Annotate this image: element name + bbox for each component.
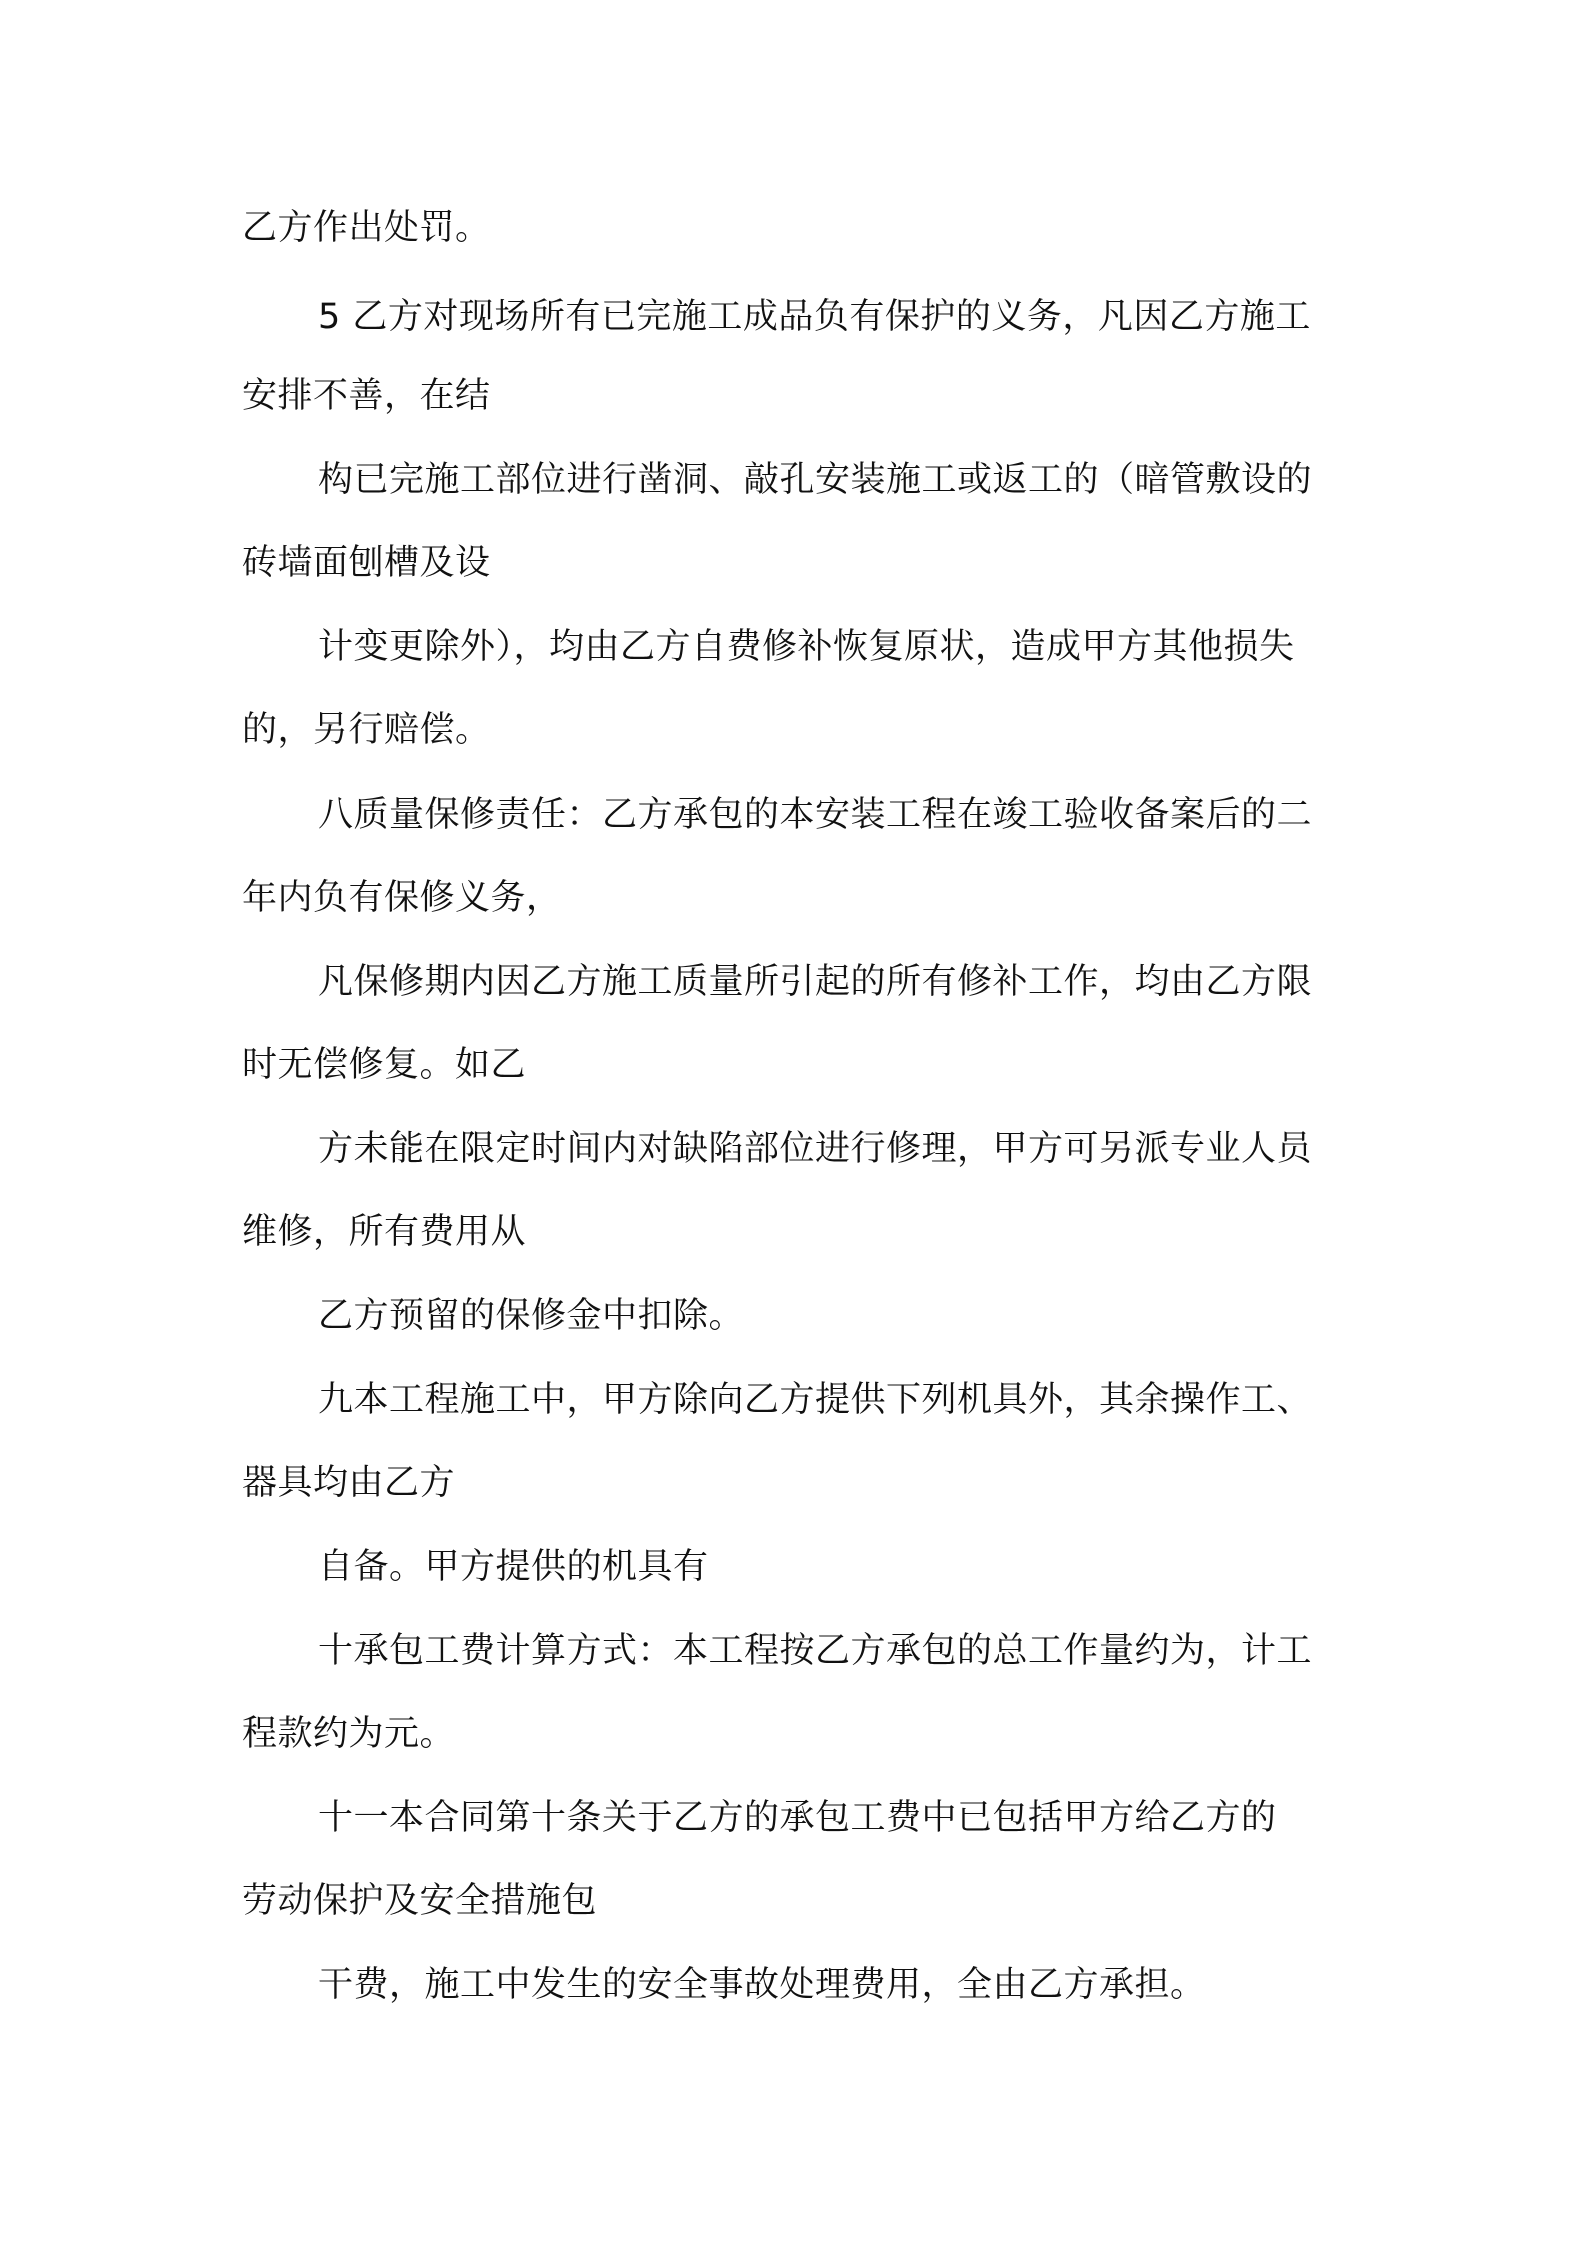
text-line: 程款约为元。 xyxy=(242,1714,456,1754)
text-line: 十一本合同第十条关于乙方的承包工费中已包括甲方给乙方的 xyxy=(318,1798,1277,1838)
text-line: 凡保修期内因乙方施工质量所引起的所有修补工作，均由乙方限 xyxy=(318,962,1313,1002)
text-line: 构已完施工部位进行凿洞、敲孔安装施工或返工的（暗管敷设的 xyxy=(318,460,1313,500)
text-line: 乙方作出处罚。 xyxy=(242,208,491,248)
text-line: 十承包工费计算方式：本工程按乙方承包的总工作量约为，计工 xyxy=(318,1631,1313,1671)
text-line: 5 乙方对现场所有已完施工成品负有保护的义务，凡因乙方施工 xyxy=(318,297,1311,337)
text-line: 砖墙面刨槽及设 xyxy=(242,543,491,583)
text-line: 时无偿修复。如乙 xyxy=(242,1045,527,1085)
text-line: 八质量保修责任：乙方承包的本安装工程在竣工验收备案后的二 xyxy=(318,795,1313,835)
text-line: 乙方预留的保修金中扣除。 xyxy=(318,1296,745,1336)
text-line: 器具均由乙方 xyxy=(242,1463,456,1503)
text-line: 计变更除外），均由乙方自费修补恢复原状，造成甲方其他损失 xyxy=(318,627,1295,667)
text-line: 的，另行赔偿。 xyxy=(242,710,491,750)
text-line: 维修，所有费用从 xyxy=(242,1212,527,1252)
text-line: 干费，施工中发生的安全事故处理费用，全由乙方承担。 xyxy=(318,1965,1206,2005)
text-line: 安排不善，在结 xyxy=(242,376,491,416)
text-line: 方未能在限定时间内对缺陷部位进行修理，甲方可另派专业人员 xyxy=(318,1129,1313,1169)
text-line: 九本工程施工中，甲方除向乙方提供下列机具外，其余操作工、 xyxy=(318,1380,1313,1420)
text-line: 年内负有保修义务， xyxy=(242,878,562,918)
text-line: 劳动保护及安全措施包 xyxy=(242,1881,598,1921)
text-line: 自备。甲方提供的机具有 xyxy=(318,1547,709,1587)
